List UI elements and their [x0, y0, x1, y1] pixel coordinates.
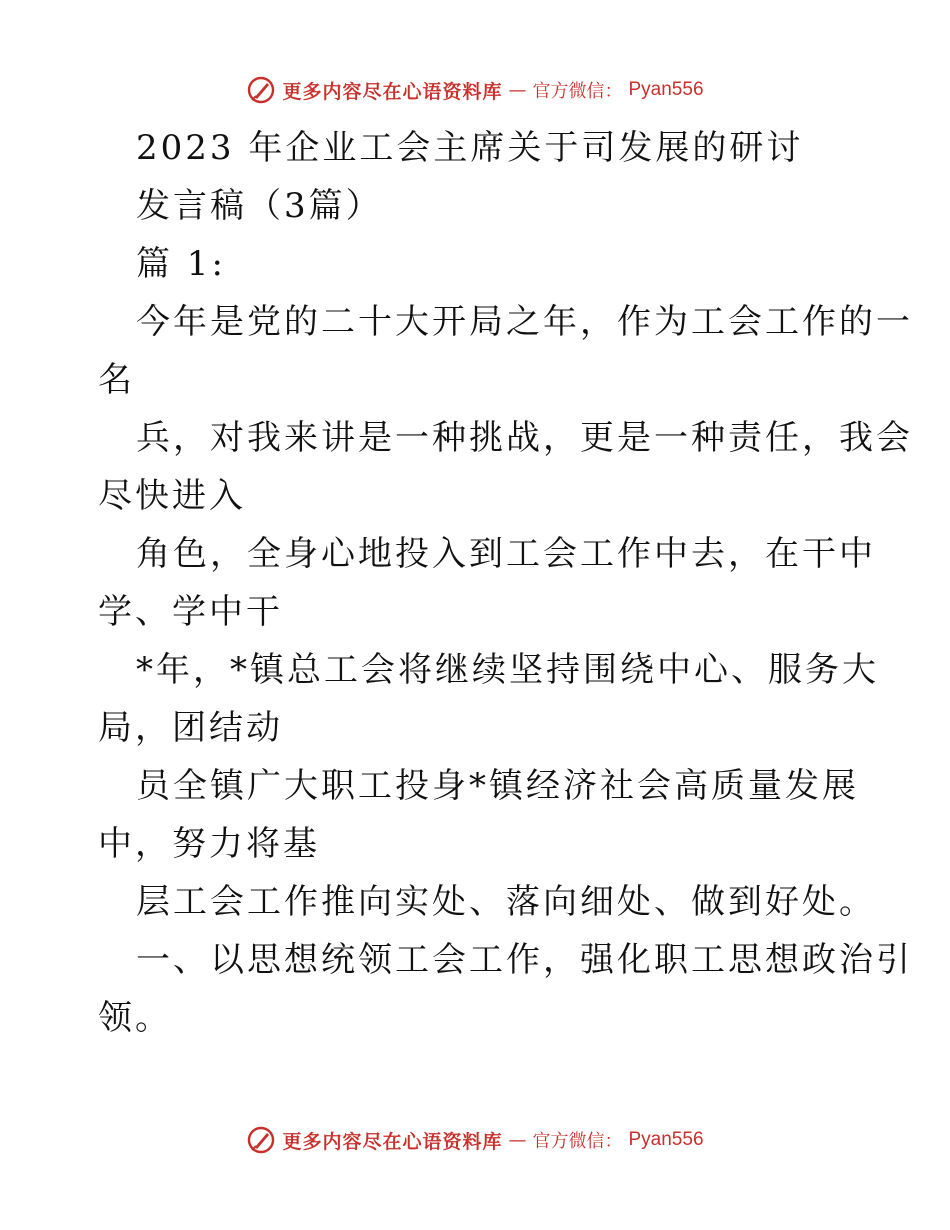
paragraph-line: 员全镇广大职工投身*镇经济社会高质量发展: [136, 766, 859, 806]
paragraph-line: *年，*镇总工会将继续坚持围绕中心、服务大: [136, 650, 879, 690]
watermark-contact-id: Pyan556: [628, 1129, 704, 1150]
watermark-contact-id: Pyan556: [628, 79, 704, 100]
section-label: 篇 1:: [136, 244, 226, 284]
footer-watermark: [0, 1120, 950, 1160]
watermark-contact-label: 官方微信：: [532, 81, 623, 102]
paragraph-line: 角色，全身心地投入到工会工作中去，在干中: [136, 534, 876, 574]
document-title-line-1: 2023 年企业工会主席关于司发展的研讨: [136, 128, 804, 168]
quill-pen-circle-icon: [246, 75, 276, 105]
paragraph-line: 今年是党的二十大开局之年，作为工会工作的一: [136, 302, 913, 342]
quill-pen-circle-icon: [246, 1125, 276, 1155]
section-heading: 一、以思想统领工会工作，强化职工思想政治引: [136, 940, 913, 980]
paragraph-line: 兵，对我来讲是一种挑战，更是一种责任，我会: [136, 418, 913, 458]
watermark-dash: —: [508, 79, 527, 101]
paragraph-line: 中，努力将基: [98, 824, 320, 864]
watermark-contact-label: 官方微信：: [532, 1131, 623, 1152]
paragraph-line: 层工会工作推向实处、落向细处、做到好处。: [136, 882, 876, 922]
paragraph-line: 局，团结动: [98, 708, 283, 748]
watermark-dash: —: [508, 1129, 527, 1151]
watermark-brand: 更多内容尽在心语资料库: [282, 80, 503, 103]
paragraph-line: 领。: [98, 998, 172, 1038]
paragraph-line: 学、学中干: [98, 592, 283, 632]
document-title-line-2: 发言稿（3篇）: [136, 186, 383, 226]
header-watermark: [0, 70, 950, 110]
paragraph-line: 尽快进入: [98, 476, 246, 516]
watermark-brand: 更多内容尽在心语资料库: [282, 1130, 503, 1153]
paragraph-line: 名: [98, 360, 135, 400]
